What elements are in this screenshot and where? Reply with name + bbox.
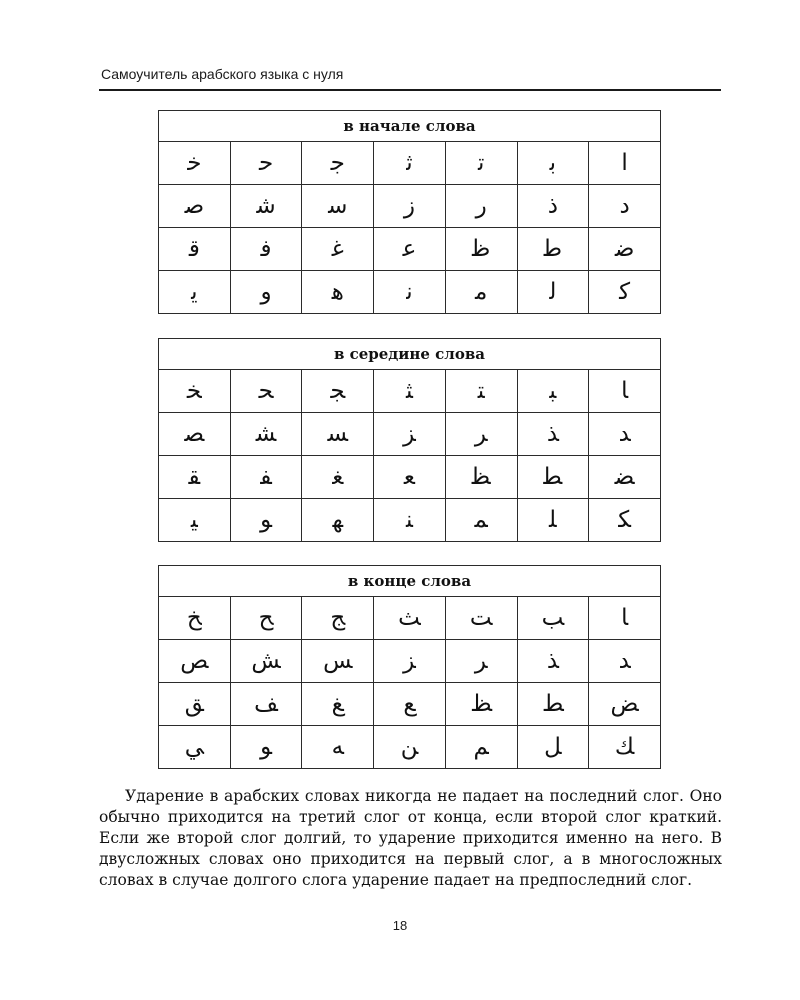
table-row: [159, 499, 661, 542]
letter-cell: ﺧ: [159, 142, 231, 185]
letter-cell: ﻈ: [445, 456, 517, 499]
letter-cell: ﻛ: [589, 271, 661, 314]
letter-cell: ﺒ: [517, 370, 589, 413]
table-row: [159, 640, 661, 683]
letter-cell: د: [589, 185, 661, 228]
letter-cell: ذ: [517, 185, 589, 228]
letter-cell: ﺼ: [159, 413, 231, 456]
letter-cell: ﻫ: [302, 271, 374, 314]
letters-table-initial: [158, 110, 661, 314]
letter-cell: ﻘ: [159, 456, 231, 499]
letter-cell: ﺴ: [302, 413, 374, 456]
letter-cell: ﻒ: [230, 683, 302, 726]
letter-cell: ﺳ: [302, 185, 374, 228]
letter-cell: ﻚ: [589, 726, 661, 769]
letter-cell: ﻴ: [159, 499, 231, 542]
letter-cell: ﺬ: [517, 413, 589, 456]
letter-cell: ﻲ: [159, 726, 231, 769]
table-row: [159, 456, 661, 499]
table-caption: в начале слова: [159, 111, 661, 142]
letter-cell: ﻌ: [374, 456, 446, 499]
letter-cell: ﺗ: [445, 142, 517, 185]
letter-cell: ﺣ: [230, 142, 302, 185]
letter-cell: ﺘ: [445, 370, 517, 413]
running-header: Самоучитель арабского языка с нуля: [101, 66, 344, 82]
letter-cell: ﺮ: [445, 640, 517, 683]
letter-cell: ﺑ: [517, 142, 589, 185]
letter-cell: ﺜ: [374, 370, 446, 413]
letter-cell: ﻀ: [589, 456, 661, 499]
table-row: [159, 228, 661, 271]
letter-cell: ﺰ: [374, 413, 446, 456]
letter-cell: ﻔ: [230, 456, 302, 499]
letter-cell: ﻬ: [302, 499, 374, 542]
letter-cell: ﺷ: [230, 185, 302, 228]
letters-table-medial: [158, 338, 661, 542]
letter-cell: ﺮ: [445, 413, 517, 456]
letter-cell: ﺪ: [589, 413, 661, 456]
table-row: [159, 413, 661, 456]
letter-cell: ﻤ: [445, 499, 517, 542]
letter-cell: ﻦ: [374, 726, 446, 769]
letter-cell: ﻞ: [517, 726, 589, 769]
letter-cell: ﻠ: [517, 499, 589, 542]
table-row: [159, 142, 661, 185]
letter-cell: ﻳ: [159, 271, 231, 314]
letter-cell: ﺸ: [230, 413, 302, 456]
letter-cell: و: [230, 271, 302, 314]
table-row: [159, 597, 661, 640]
letter-cell: ﻮ: [230, 726, 302, 769]
letter-cell: ﻐ: [302, 456, 374, 499]
letter-cell: ﻢ: [445, 726, 517, 769]
letter-cell: ﻏ: [302, 228, 374, 271]
letter-cell: ﺿ: [589, 228, 661, 271]
letter-cell: ﺠ: [302, 370, 374, 413]
letter-cell: ﺲ: [302, 640, 374, 683]
letter-cell: ﺚ: [374, 597, 446, 640]
letter-cell: ﺻ: [159, 185, 231, 228]
letter-cell: ﺤ: [230, 370, 302, 413]
letter-cell: ﻮ: [230, 499, 302, 542]
letter-cell: ﺛ: [374, 142, 446, 185]
letter-cell: ﺪ: [589, 640, 661, 683]
letter-cell: ﺾ: [589, 683, 661, 726]
letter-cell: ﻟ: [517, 271, 589, 314]
header-rule: [99, 89, 721, 91]
letter-cell: ﺐ: [517, 597, 589, 640]
letter-cell: ﺬ: [517, 640, 589, 683]
letter-cell: ﺶ: [230, 640, 302, 683]
page-number: 18: [392, 918, 408, 933]
letter-cell: ﺦ: [159, 597, 231, 640]
letter-cell: ﺢ: [230, 597, 302, 640]
letter-cell: ﻪ: [302, 726, 374, 769]
letter-cell: ﻎ: [302, 683, 374, 726]
letter-cell: ﻜ: [589, 499, 661, 542]
stress-rule-paragraph: Ударение в арабских словах никогда не падает на последний слог. Оно обычно приходится на третий слог от конца, если второй слог краткий. Если же второй слог долгий, то ударение приходится именно на него. В двусложных словах оно приходится на первый слог, а в многосложных словах в случае долгого слога ударение падает на предпоследний слог.: [99, 787, 722, 889]
letter-cell: ﻄ: [517, 456, 589, 499]
letter-cell: ﺞ: [302, 597, 374, 640]
letter-cell: ﺺ: [159, 640, 231, 683]
letter-cell: ﺰ: [374, 640, 446, 683]
letter-cell: ﺎ: [589, 597, 661, 640]
table-row: [159, 271, 661, 314]
letter-cell: ا: [589, 142, 661, 185]
letter-cell: ﻇ: [445, 228, 517, 271]
table-row: [159, 185, 661, 228]
letter-cell: ﻗ: [159, 228, 231, 271]
letter-cell: ز: [374, 185, 446, 228]
letter-cell: ﻆ: [445, 683, 517, 726]
table-row: [159, 683, 661, 726]
letter-cell: ﺖ: [445, 597, 517, 640]
letter-cell: ﺟ: [302, 142, 374, 185]
letter-cell: ﻧ: [374, 271, 446, 314]
letter-cell: ﺨ: [159, 370, 231, 413]
letter-cell: ﻃ: [517, 228, 589, 271]
table-row: [159, 726, 661, 769]
letter-cell: ﻨ: [374, 499, 446, 542]
letter-cell: ﻓ: [230, 228, 302, 271]
table-caption: в середине слова: [159, 339, 661, 370]
letter-cell: ر: [445, 185, 517, 228]
letter-cell: ﻖ: [159, 683, 231, 726]
table-caption: в конце слова: [159, 566, 661, 597]
letter-cell: ﻊ: [374, 683, 446, 726]
letter-cell: ﻂ: [517, 683, 589, 726]
letters-table-final: [158, 565, 661, 769]
table-row: [159, 370, 661, 413]
letter-cell: ﺎ: [589, 370, 661, 413]
letter-cell: ﻋ: [374, 228, 446, 271]
letter-cell: ﻣ: [445, 271, 517, 314]
